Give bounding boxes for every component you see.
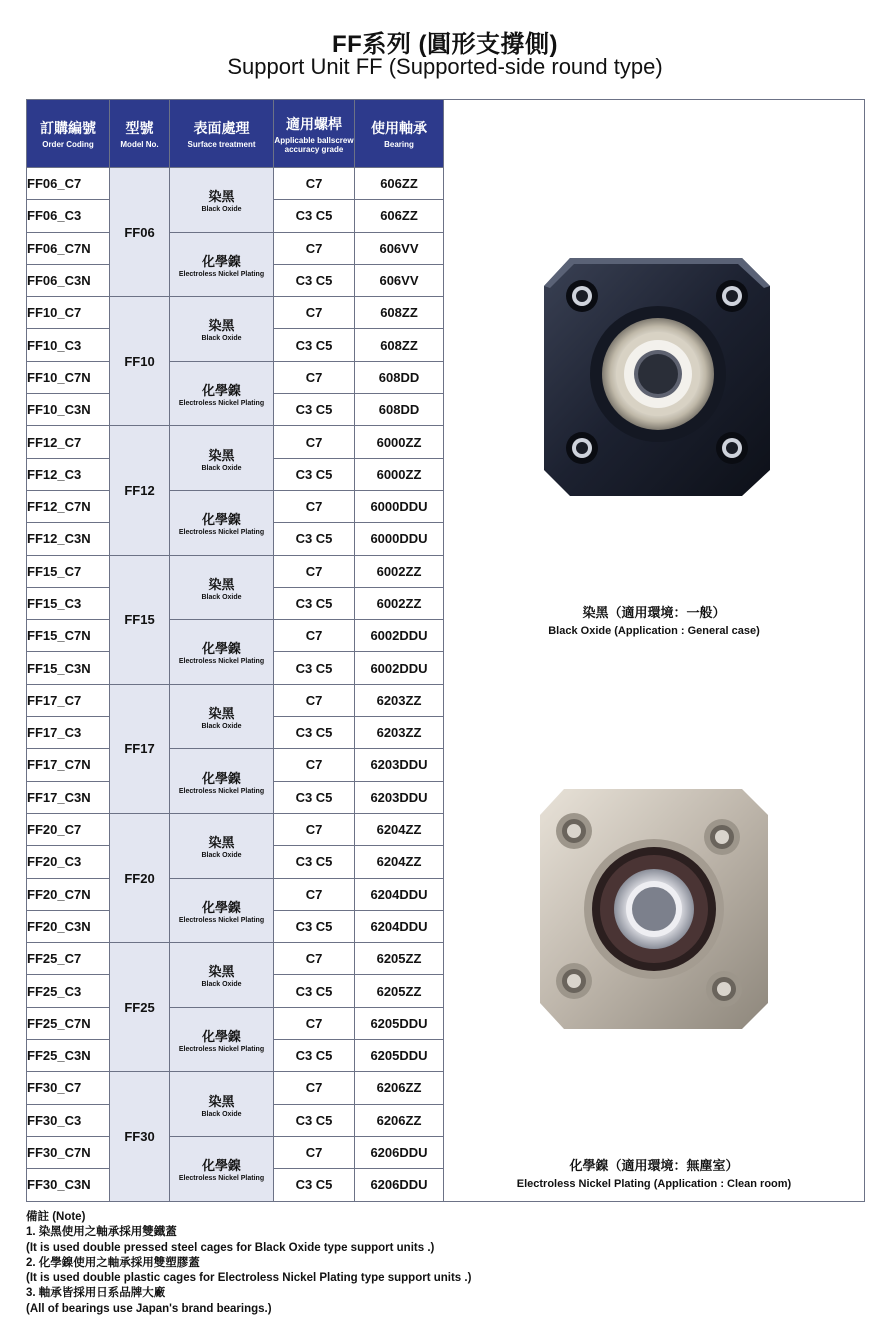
order-code-cell: FF20_C3N — [27, 910, 110, 942]
order-code-cell: FF25_C3N — [27, 1040, 110, 1072]
surface-cell — [170, 1136, 274, 1201]
black-oxide-support-unit-image — [542, 250, 774, 498]
surface-label-cn: 化學鎳 — [201, 253, 241, 269]
bearing-cell: 606ZZ — [355, 200, 444, 232]
surface-label-cn: 染黑 — [208, 706, 235, 722]
surface-label-en: Electroless Nickel Plating — [178, 270, 265, 278]
black-oxide-caption-en: Black Oxide (Application : General case) — [548, 625, 760, 637]
bearing-cell: 608ZZ — [355, 297, 444, 329]
col-header-grade-cn: 適用螺桿 — [286, 115, 342, 132]
bearing-cell: 6205ZZ — [355, 975, 444, 1007]
surface-label-cn: 染黑 — [208, 189, 235, 205]
accuracy-grade-cell: C3 C5 — [274, 587, 355, 619]
accuracy-grade-cell: C3 C5 — [274, 200, 355, 232]
table-row — [27, 1136, 444, 1168]
table-row — [27, 813, 444, 845]
col-header-grade — [274, 100, 355, 168]
bearing-cell: 6000DDU — [355, 523, 444, 555]
bearing-cell: 6206DDU — [355, 1136, 444, 1168]
surface-cell — [170, 813, 274, 878]
col-header-model — [110, 100, 170, 168]
note-line: 3. 軸承皆採用日系品牌大廠 — [26, 1287, 166, 1300]
accuracy-grade-cell: C7 — [274, 813, 355, 845]
black-oxide-photo-panel — [443, 99, 865, 646]
bearing-cell: 6204ZZ — [355, 846, 444, 878]
order-code-cell: FF06_C3N — [27, 264, 110, 296]
model-cell: FF25 — [110, 943, 170, 1072]
col-header-surface-en: Surface treatment — [187, 140, 256, 149]
model-cell: FF12 — [110, 426, 170, 555]
surface-label-cn: 染黑 — [208, 1093, 235, 1109]
table-row — [27, 297, 444, 329]
table-row — [27, 684, 444, 716]
bearing-cell: 6002ZZ — [355, 555, 444, 587]
order-code-cell: FF12_C3 — [27, 458, 110, 490]
bearing-cell: 6205DDU — [355, 1040, 444, 1072]
model-cell: FF30 — [110, 1072, 170, 1201]
model-cell: FF06 — [110, 168, 170, 297]
bearing-cell: 606ZZ — [355, 168, 444, 200]
notes-section — [26, 1210, 471, 1317]
surface-label-cn: 化學鎳 — [201, 512, 241, 528]
order-code-cell: FF10_C7N — [27, 361, 110, 393]
bearing-cell: 6204DDU — [355, 878, 444, 910]
bearing-cell: 6002DDU — [355, 620, 444, 652]
order-code-cell: FF30_C3N — [27, 1169, 110, 1201]
col-header-code-cn: 訂購編號 — [40, 120, 96, 136]
surface-label-en: Electroless Nickel Plating — [178, 1046, 265, 1054]
col-header-bearing-en: Bearing — [384, 140, 414, 149]
table-header-row — [27, 100, 444, 168]
surface-label-en: Electroless Nickel Plating — [178, 529, 265, 537]
bearing-cell: 6000ZZ — [355, 458, 444, 490]
accuracy-grade-cell: C7 — [274, 1072, 355, 1104]
accuracy-grade-cell: C7 — [274, 684, 355, 716]
nickel-caption-cn: 化學鎳（適用環境：無塵室） — [569, 1158, 739, 1173]
accuracy-grade-cell: C3 C5 — [274, 264, 355, 296]
bearing-cell: 606VV — [355, 264, 444, 296]
accuracy-grade-cell: C7 — [274, 555, 355, 587]
accuracy-grade-cell: C3 C5 — [274, 523, 355, 555]
accuracy-grade-cell: C3 C5 — [274, 329, 355, 361]
accuracy-grade-cell: C7 — [274, 943, 355, 975]
accuracy-grade-cell: C7 — [274, 878, 355, 910]
surface-cell — [170, 878, 274, 943]
order-code-cell: FF10_C3 — [27, 329, 110, 361]
order-code-cell: FF12_C7N — [27, 490, 110, 522]
surface-cell — [170, 426, 274, 491]
surface-label-en: Electroless Nickel Plating — [178, 916, 265, 924]
order-code-cell: FF20_C7 — [27, 813, 110, 845]
order-code-cell: FF17_C3N — [27, 781, 110, 813]
notes-heading: 備註 (Note) — [26, 1211, 86, 1223]
surface-label-cn: 染黑 — [208, 576, 235, 592]
col-header-bearing — [355, 100, 444, 168]
nickel-photo-panel — [443, 645, 865, 1202]
col-header-surface-cn: 表面處理 — [193, 120, 250, 136]
accuracy-grade-cell: C7 — [274, 168, 355, 200]
bearing-cell: 6206ZZ — [355, 1104, 444, 1136]
order-code-cell: FF12_C7 — [27, 426, 110, 458]
surface-label-cn: 化學鎳 — [201, 899, 241, 915]
surface-label-cn: 化學鎳 — [201, 383, 241, 399]
col-header-grade-en: Applicable ballscrew accuracy grade — [274, 135, 354, 154]
surface-label-cn: 染黑 — [208, 964, 235, 980]
bearing-cell: 6203DDU — [355, 749, 444, 781]
bearing-cell: 6203DDU — [355, 781, 444, 813]
surface-label-en: Black Oxide — [201, 593, 242, 601]
surface-label-en: Black Oxide — [201, 1110, 242, 1118]
col-header-surface — [170, 100, 274, 168]
spec-table-body — [27, 168, 444, 1202]
bearing-cell: 608DD — [355, 361, 444, 393]
accuracy-grade-cell: C3 C5 — [274, 975, 355, 1007]
order-code-cell: FF25_C7N — [27, 1007, 110, 1039]
bearing-cell: 6000ZZ — [355, 426, 444, 458]
surface-label-en: Electroless Nickel Plating — [178, 1175, 265, 1183]
table-row — [27, 1007, 444, 1039]
order-code-cell: FF15_C3 — [27, 587, 110, 619]
surface-label-en: Black Oxide — [201, 981, 242, 989]
accuracy-grade-cell: C3 C5 — [274, 458, 355, 490]
bearing-cell: 6206DDU — [355, 1169, 444, 1201]
accuracy-grade-cell: C3 C5 — [274, 1104, 355, 1136]
order-code-cell: FF17_C7N — [27, 749, 110, 781]
accuracy-grade-cell: C3 C5 — [274, 1169, 355, 1201]
accuracy-grade-cell: C7 — [274, 1007, 355, 1039]
surface-cell — [170, 361, 274, 426]
bearing-cell: 6203ZZ — [355, 717, 444, 749]
page-title-cn: FF系列 (圓形支撐側) — [332, 31, 558, 58]
bearing-cell: 6002DDU — [355, 652, 444, 684]
bearing-cell: 606VV — [355, 232, 444, 264]
note-line: (It is used double pressed steel cages for Black Oxide type support units .) — [26, 1241, 435, 1254]
surface-cell — [170, 620, 274, 685]
surface-label-en: Electroless Nickel Plating — [178, 787, 265, 795]
order-code-cell: FF25_C7 — [27, 943, 110, 975]
page-title-en: Support Unit FF (Supported-side round type) — [227, 54, 663, 79]
table-row — [27, 749, 444, 781]
bearing-cell: 6203ZZ — [355, 684, 444, 716]
bearing-cell: 6205ZZ — [355, 943, 444, 975]
bearing-cell: 6204DDU — [355, 910, 444, 942]
black-oxide-caption-cn: 染黑（適用環境：一般） — [582, 605, 726, 620]
surface-label-en: Black Oxide — [201, 335, 242, 343]
accuracy-grade-cell: C3 C5 — [274, 1040, 355, 1072]
surface-label-cn: 化學鎳 — [201, 1029, 241, 1045]
surface-cell — [170, 490, 274, 555]
bearing-cell: 6002ZZ — [355, 587, 444, 619]
accuracy-grade-cell: C7 — [274, 1136, 355, 1168]
accuracy-grade-cell: C7 — [274, 620, 355, 652]
order-code-cell: FF25_C3 — [27, 975, 110, 1007]
order-code-cell: FF17_C7 — [27, 684, 110, 716]
accuracy-grade-cell: C7 — [274, 232, 355, 264]
accuracy-grade-cell: C7 — [274, 426, 355, 458]
accuracy-grade-cell: C3 C5 — [274, 717, 355, 749]
model-cell: FF15 — [110, 555, 170, 684]
col-header-model-en: Model No. — [120, 140, 159, 149]
col-header-code-en: Order Coding — [42, 140, 94, 149]
accuracy-grade-cell: C3 C5 — [274, 846, 355, 878]
accuracy-grade-cell: C3 C5 — [274, 910, 355, 942]
order-code-cell: FF30_C7N — [27, 1136, 110, 1168]
model-cell: FF10 — [110, 297, 170, 426]
note-line: 1. 染黑使用之軸承採用雙鐵蓋 — [26, 1226, 177, 1239]
order-code-cell: FF20_C3 — [27, 846, 110, 878]
note-line: (It is used double plastic cages for Electroless Nickel Plating type support units .) — [26, 1272, 472, 1285]
surface-cell — [170, 1007, 274, 1072]
table-row — [27, 943, 444, 975]
table-row — [27, 168, 444, 200]
table-row — [27, 878, 444, 910]
surface-label-cn: 化學鎳 — [201, 1158, 241, 1174]
surface-cell — [170, 168, 274, 233]
accuracy-grade-cell: C7 — [274, 297, 355, 329]
table-row — [27, 490, 444, 522]
accuracy-grade-cell: C3 C5 — [274, 652, 355, 684]
order-code-cell: FF06_C7N — [27, 232, 110, 264]
table-row — [27, 361, 444, 393]
surface-cell — [170, 297, 274, 362]
accuracy-grade-cell: C3 C5 — [274, 781, 355, 813]
order-code-cell: FF20_C7N — [27, 878, 110, 910]
bearing-cell: 6206ZZ — [355, 1072, 444, 1104]
accuracy-grade-cell: C7 — [274, 361, 355, 393]
table-row — [27, 555, 444, 587]
order-code-cell: FF15_C7 — [27, 555, 110, 587]
surface-label-cn: 染黑 — [208, 447, 235, 463]
surface-label-en: Electroless Nickel Plating — [178, 658, 265, 666]
surface-label-cn: 化學鎳 — [201, 770, 241, 786]
table-row — [27, 1072, 444, 1104]
surface-label-en: Black Oxide — [201, 206, 242, 214]
order-code-cell: FF06_C7 — [27, 168, 110, 200]
nickel-caption-en: Electroless Nickel Plating (Application : Clean room) — [516, 1178, 792, 1190]
order-code-cell: FF10_C7 — [27, 297, 110, 329]
col-header-code — [27, 100, 110, 168]
bearing-cell: 6000DDU — [355, 490, 444, 522]
surface-cell — [170, 1072, 274, 1137]
order-code-cell: FF06_C3 — [27, 200, 110, 232]
accuracy-grade-cell: C3 C5 — [274, 394, 355, 426]
order-code-cell: FF17_C3 — [27, 717, 110, 749]
bearing-cell: 6204ZZ — [355, 813, 444, 845]
bearing-cell: 608DD — [355, 394, 444, 426]
nickel-plated-support-unit-image — [538, 785, 770, 1031]
surface-cell — [170, 555, 274, 620]
table-row — [27, 426, 444, 458]
surface-label-en: Black Oxide — [201, 852, 242, 860]
order-code-cell: FF15_C7N — [27, 620, 110, 652]
note-line: 2. 化學鎳使用之軸承採用雙塑膠蓋 — [26, 1256, 200, 1269]
order-code-cell: FF10_C3N — [27, 394, 110, 426]
surface-cell — [170, 232, 274, 297]
model-cell: FF17 — [110, 684, 170, 813]
surface-label-en: Black Oxide — [201, 464, 242, 472]
surface-label-en: Electroless Nickel Plating — [178, 400, 265, 408]
table-row — [27, 232, 444, 264]
bearing-cell: 6205DDU — [355, 1007, 444, 1039]
surface-cell — [170, 684, 274, 749]
accuracy-grade-cell: C7 — [274, 490, 355, 522]
note-line: (All of bearings use Japan's brand bearings.) — [26, 1302, 272, 1315]
surface-label-en: Black Oxide — [201, 723, 242, 731]
order-code-cell: FF30_C3 — [27, 1104, 110, 1136]
model-cell: FF20 — [110, 813, 170, 942]
surface-cell — [170, 943, 274, 1008]
col-header-bearing-cn: 使用軸承 — [371, 120, 427, 136]
spec-table — [26, 99, 444, 1202]
surface-label-cn: 染黑 — [208, 835, 235, 851]
bearing-cell: 608ZZ — [355, 329, 444, 361]
accuracy-grade-cell: C7 — [274, 749, 355, 781]
order-code-cell: FF30_C7 — [27, 1072, 110, 1104]
col-header-model-cn: 型號 — [125, 120, 154, 136]
surface-label-cn: 染黑 — [208, 318, 235, 334]
surface-label-cn: 化學鎳 — [201, 641, 241, 657]
surface-cell — [170, 749, 274, 814]
order-code-cell: FF15_C3N — [27, 652, 110, 684]
table-row — [27, 620, 444, 652]
order-code-cell: FF12_C3N — [27, 523, 110, 555]
